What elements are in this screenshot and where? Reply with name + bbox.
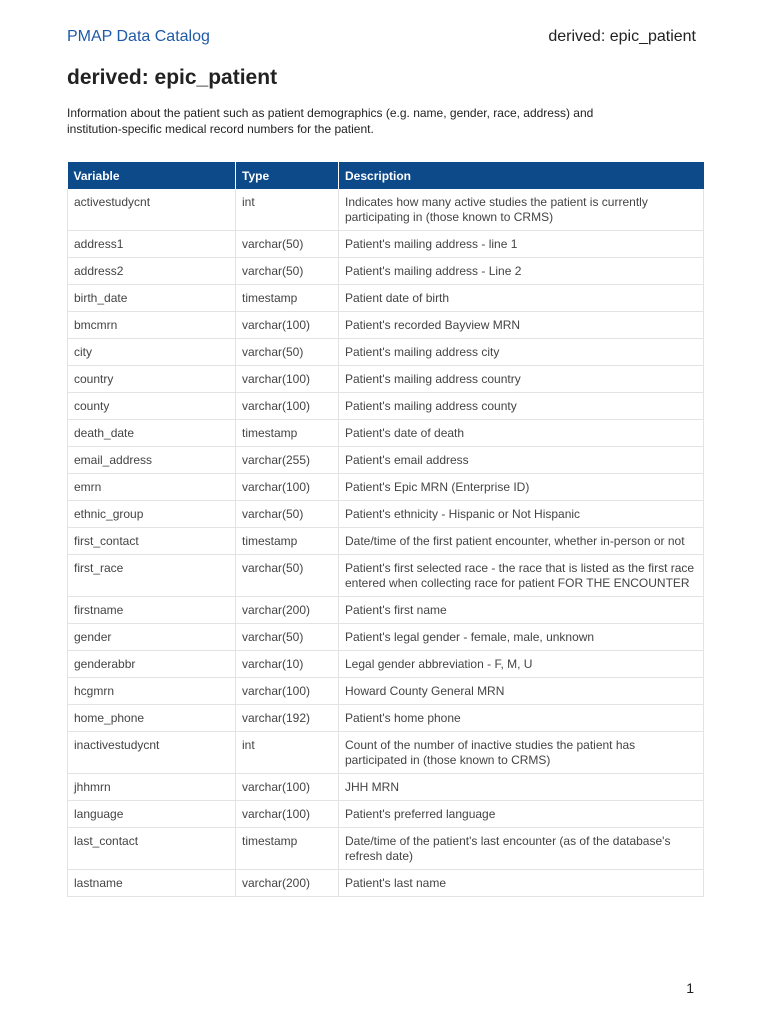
cell-type: varchar(10) bbox=[236, 651, 339, 678]
cell-type: varchar(100) bbox=[236, 801, 339, 828]
cell-description: Patient's first selected race - the race that is listed as the first race entered when collecting race for patient FOR THE ENCOUNTER bbox=[339, 555, 704, 597]
table-row bbox=[68, 474, 704, 501]
cell-description: Patient's recorded Bayview MRN bbox=[339, 312, 704, 339]
cell-variable: firstname bbox=[68, 597, 236, 624]
table-body bbox=[68, 189, 704, 897]
cell-description: Patient's email address bbox=[339, 447, 704, 474]
cell-description: Date/time of the first patient encounter, whether in-person or not bbox=[339, 528, 704, 555]
cell-type: varchar(100) bbox=[236, 393, 339, 420]
cell-variable: emrn bbox=[68, 474, 236, 501]
cell-variable: gender bbox=[68, 624, 236, 651]
table-header bbox=[68, 162, 704, 189]
header-page-title: derived: epic_patient bbox=[548, 28, 696, 45]
cell-description: Patient's home phone bbox=[339, 705, 704, 732]
cell-description: Patient's preferred language bbox=[339, 801, 704, 828]
table-row bbox=[68, 189, 704, 231]
cell-variable: email_address bbox=[68, 447, 236, 474]
table-row bbox=[68, 774, 704, 801]
page-title: derived: epic_patient bbox=[67, 66, 278, 89]
cell-description: Patient's date of death bbox=[339, 420, 704, 447]
table-row bbox=[68, 366, 704, 393]
cell-type: varchar(100) bbox=[236, 366, 339, 393]
cell-type: varchar(100) bbox=[236, 474, 339, 501]
cell-description: Howard County General MRN bbox=[339, 678, 704, 705]
table-row bbox=[68, 678, 704, 705]
table-row bbox=[68, 651, 704, 678]
cell-type: timestamp bbox=[236, 528, 339, 555]
cell-type: varchar(50) bbox=[236, 231, 339, 258]
cell-variable: birth_date bbox=[68, 285, 236, 312]
table-row bbox=[68, 828, 704, 870]
cell-description: Legal gender abbreviation - F, M, U bbox=[339, 651, 704, 678]
cell-variable: lastname bbox=[68, 870, 236, 897]
cell-variable: address1 bbox=[68, 231, 236, 258]
cell-type: varchar(100) bbox=[236, 312, 339, 339]
cell-description: Indicates how many active studies the patient is currently participating in (those known to CRMS) bbox=[339, 189, 704, 231]
table-row bbox=[68, 447, 704, 474]
cell-variable: home_phone bbox=[68, 705, 236, 732]
table-row bbox=[68, 285, 704, 312]
cell-description: Patient's mailing address - Line 2 bbox=[339, 258, 704, 285]
table-row bbox=[68, 312, 704, 339]
table-row bbox=[68, 555, 704, 597]
table-row bbox=[68, 258, 704, 285]
cell-description: Patient date of birth bbox=[339, 285, 704, 312]
cell-type: varchar(192) bbox=[236, 705, 339, 732]
table-row bbox=[68, 393, 704, 420]
cell-description: Patient's last name bbox=[339, 870, 704, 897]
cell-type: timestamp bbox=[236, 285, 339, 312]
cell-type: timestamp bbox=[236, 420, 339, 447]
cell-type: varchar(100) bbox=[236, 678, 339, 705]
cell-description: Patient's Epic MRN (Enterprise ID) bbox=[339, 474, 704, 501]
cell-type: varchar(50) bbox=[236, 624, 339, 651]
cell-type: varchar(50) bbox=[236, 555, 339, 597]
cell-variable: first_race bbox=[68, 555, 236, 597]
cell-variable: ethnic_group bbox=[68, 501, 236, 528]
column-header-variable: Variable bbox=[68, 162, 236, 189]
cell-variable: genderabbr bbox=[68, 651, 236, 678]
cell-variable: jhhmrn bbox=[68, 774, 236, 801]
cell-variable: bmcmrn bbox=[68, 312, 236, 339]
cell-type: varchar(200) bbox=[236, 597, 339, 624]
table-description: Information about the patient such as patient demographics (e.g. name, gender, race, address) and institution-specific medical record numbers for the patient. bbox=[67, 106, 594, 136]
table-row bbox=[68, 870, 704, 897]
cell-description: Date/time of the patient's last encounter (as of the database's refresh date) bbox=[339, 828, 704, 870]
variables-table bbox=[67, 162, 704, 897]
cell-variable: first_contact bbox=[68, 528, 236, 555]
cell-description: Patient's first name bbox=[339, 597, 704, 624]
column-header-description: Description bbox=[339, 162, 704, 189]
cell-variable: address2 bbox=[68, 258, 236, 285]
table-header-row bbox=[68, 162, 704, 189]
catalog-brand: PMAP Data Catalog bbox=[67, 28, 210, 45]
table-row bbox=[68, 339, 704, 366]
cell-description: Patient's mailing address county bbox=[339, 393, 704, 420]
cell-variable: inactivestudycnt bbox=[68, 732, 236, 774]
table-row bbox=[68, 801, 704, 828]
cell-description: Count of the number of inactive studies the patient has participated in (those known to CRMS) bbox=[339, 732, 704, 774]
cell-variable: activestudycnt bbox=[68, 189, 236, 231]
cell-description: Patient's mailing address country bbox=[339, 366, 704, 393]
cell-variable: city bbox=[68, 339, 236, 366]
table-row bbox=[68, 732, 704, 774]
table-row bbox=[68, 528, 704, 555]
cell-type: int bbox=[236, 732, 339, 774]
table-row bbox=[68, 231, 704, 258]
cell-type: varchar(50) bbox=[236, 339, 339, 366]
cell-variable: language bbox=[68, 801, 236, 828]
cell-type: varchar(100) bbox=[236, 774, 339, 801]
column-header-type: Type bbox=[236, 162, 339, 189]
cell-type: int bbox=[236, 189, 339, 231]
table-row bbox=[68, 705, 704, 732]
cell-type: timestamp bbox=[236, 828, 339, 870]
table-row bbox=[68, 420, 704, 447]
cell-variable: county bbox=[68, 393, 236, 420]
cell-type: varchar(50) bbox=[236, 258, 339, 285]
cell-type: varchar(50) bbox=[236, 501, 339, 528]
cell-type: varchar(255) bbox=[236, 447, 339, 474]
table-row bbox=[68, 624, 704, 651]
cell-variable: country bbox=[68, 366, 236, 393]
table-row bbox=[68, 597, 704, 624]
cell-variable: hcgmrn bbox=[68, 678, 236, 705]
page-number: 1 bbox=[686, 980, 694, 996]
cell-type: varchar(200) bbox=[236, 870, 339, 897]
cell-description: Patient's legal gender - female, male, unknown bbox=[339, 624, 704, 651]
cell-description: Patient's ethnicity - Hispanic or Not Hispanic bbox=[339, 501, 704, 528]
cell-description: Patient's mailing address - line 1 bbox=[339, 231, 704, 258]
cell-variable: death_date bbox=[68, 420, 236, 447]
page-header bbox=[67, 28, 696, 50]
cell-variable: last_contact bbox=[68, 828, 236, 870]
table-row bbox=[68, 501, 704, 528]
cell-description: Patient's mailing address city bbox=[339, 339, 704, 366]
cell-description: JHH MRN bbox=[339, 774, 704, 801]
